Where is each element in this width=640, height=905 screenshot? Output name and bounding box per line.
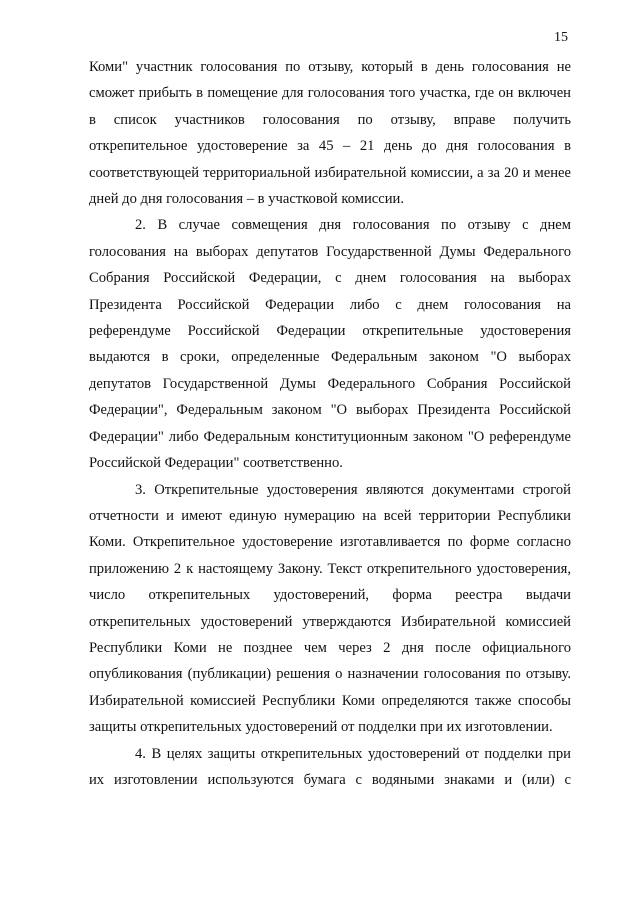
paragraph-continuation: Коми" участник голосования по отзыву, который в день голосования не сможет прибыть в помещение для голосования того участка, где он включен в список участников голосования по отзыву, вправе получить открепительное удостоверение за 45 – 21 день до дня голосования в соответствующей территориальной избирательной комиссии, а за 20 и менее дней до дня голосования – в участковой комиссии. <box>89 59 571 208</box>
document-body <box>89 54 571 793</box>
page-number: 15 <box>554 30 568 45</box>
paragraph-4: 4. В целях защиты открепительных удостоверений от подделки при их изготовлении используются бумага с водяными знаками и (или) с <box>89 745 571 788</box>
paragraph-2: 2. В случае совмещения дня голосования по отзыву с днем голосования на выборах депутатов Государственной Думы Федерального Собрания Российской Федерации, с днем голосования на выборах Президента Российской Федерации либо с днем голосования на референдуме Российской Федерации открепительные удостоверения выдаются в сроки, определенные Федеральным законом "О выборах депутатов Государственной Думы Федерального Собрания Российской Федерации", Федеральным законом "О выборах Президента Российской Федерации" либо Федеральным конституционным законом "О референдуме Российской Федерации" соответственно. <box>89 217 571 472</box>
paragraph-3: 3. Открепительные удостоверения являются документами строгой отчетности и имеют единую нумерацию на всей территории Республики Коми. Открепительное удостоверение изготавливается по форме согласно приложению 2 к настоящему Закону. Текст открепительного удостоверения, число открепительных удостоверений, форма реестра выдачи открепительных удостоверений утверждаются Избирательной комиссией Республики Коми не позднее чем через 2 дня после официального опубликования (публикации) решения о назначении голосования по отзыву. Избирательной комиссией Республики Коми определяются также способы защиты открепительных удостоверений от подделки при их изготовлении. <box>89 481 571 736</box>
